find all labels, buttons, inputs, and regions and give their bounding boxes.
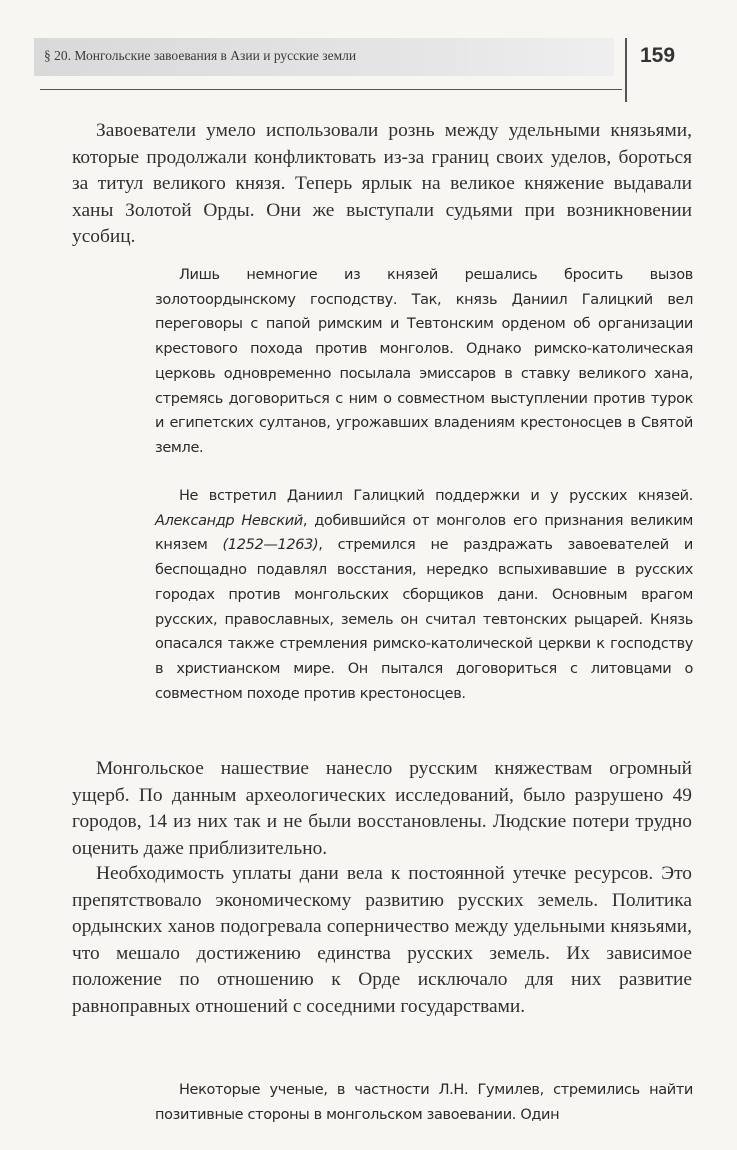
section-title: § 20. Монгольские завоевания в Азии и русские земли [44,48,357,63]
header-divider [625,38,627,102]
paragraph-3-part-2: , добившийся от монголов его признания великим князем [155,512,693,554]
paragraph-2: Лишь немногие из князей решались бросить вызов золотоордынскому господству. Так, князь Даниил Галицкий вел переговоры с папой римским и Тевтонским орденом об организации крестового похода против монголов. Однако римско-католическая церковь одновременно посылала эмиссаров в ставку великого хана, стремясь договориться с ним о совместном выступлении против турок и египетских султанов, угрожавших владениям крестоносцев в Святой земле. [155,267,693,456]
paragraph-3-part-3: , стремился не раздражать завоевателей и беспощадно подавлял восстания, нередко вспыхивавшие в русских городах против монгольских сборщиков дани. Основным врагом русских, православных, земель он считал тевтонских рыцарей. Князь опасался также стремления римско-католической церкви к господству в христианском мире. Он пытался договориться с литовцами о совместном походе против крестоносцев. [155,537,693,702]
paragraph-3 [155,484,693,706]
paragraph-3-part-1: Не встретил Даниил Галицкий поддержки и у русских князей. [179,488,693,504]
paragraph-5: Необходимость уплаты дани вела к постоянной утечке ресурсов. Это препятствовало экономическому развитию русских земель. Политика ордынских ханов подогревала соперничество между удельными князьями, что мешало достижению единства русских земель. Их зависимое положение по отношению к Орде исключало для них развитие равноправных отношений с соседними государствами. [72,863,692,1017]
paragraph-1: Завоеватели умело использовали рознь между удельными князьями, которые продолжали конфликтовать из-за границ своих уделов, бороться за титул великого князя. Теперь ярлык на великое княжение выдавали ханы Золотой Орды. Они же выступали судьями при возникновении усобиц. [72,120,692,247]
person-name: Александр Невский [155,512,303,529]
header-rule [40,89,622,90]
paragraph-6: Некоторые ученые, в частности Л.Н. Гумилев, стремились найти позитивные стороны в монгольском завоевании. Один [155,1082,693,1123]
paragraph-4: Монгольское нашествие нанесло русским княжествам огромный ущерб. По данным археологических исследований, было разрушено 49 городов, 14 из них так и не были восстановлены. Людские потери трудно оценить даже приблизительно. [72,758,692,859]
reign-years: (1252—1263) [222,537,319,554]
page-number: 159 [640,44,676,67]
